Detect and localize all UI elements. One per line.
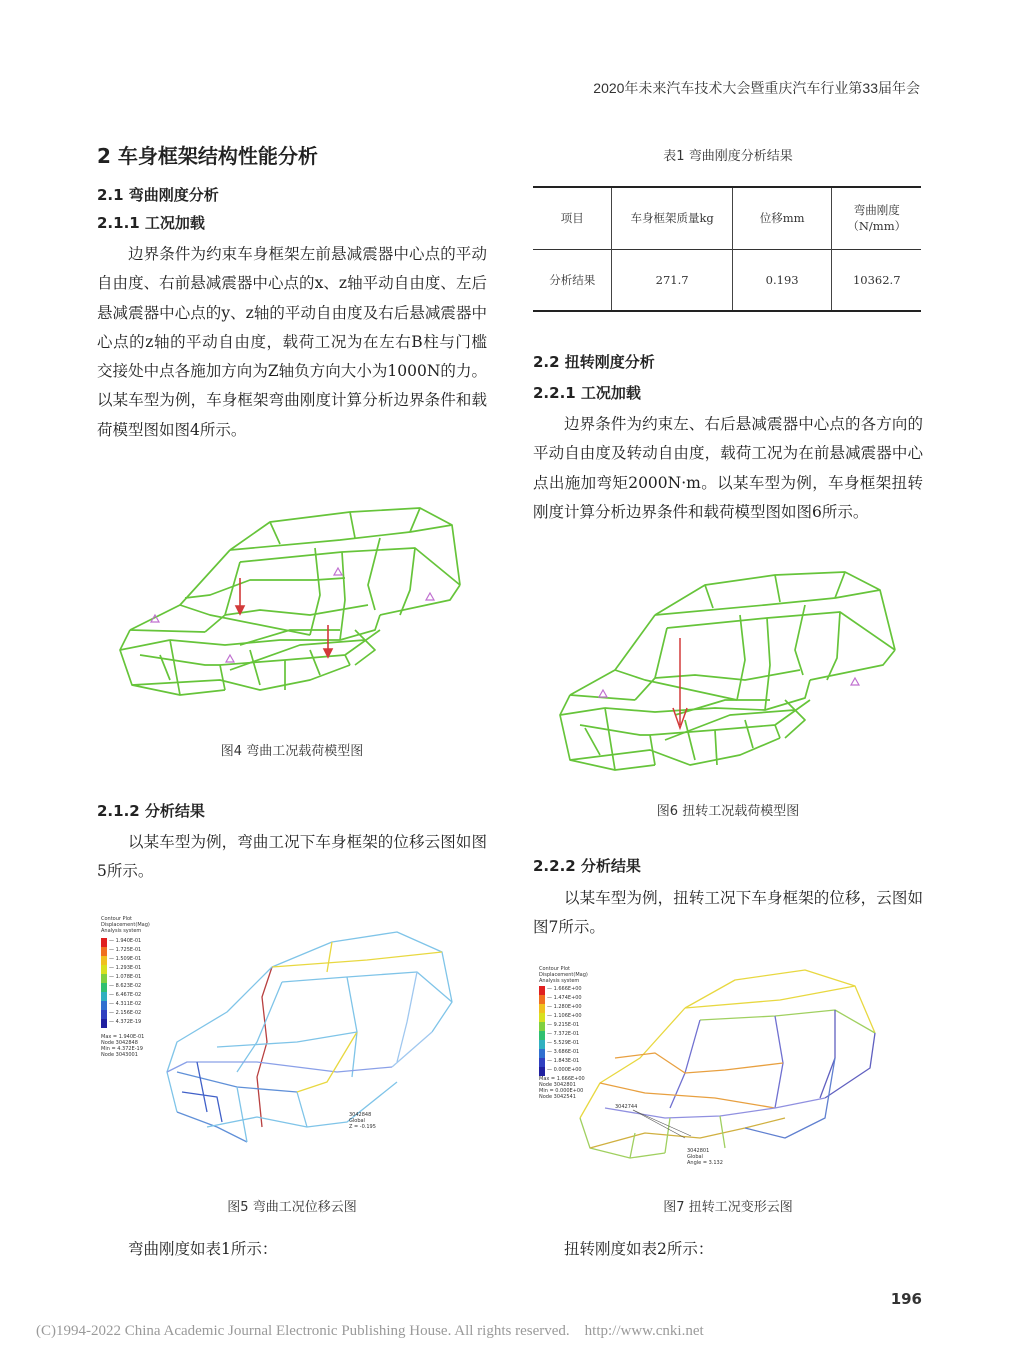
legend-value: — 3.686E-01 [547, 1049, 580, 1055]
heading-2-1-2: 2.1.2 分析结果 [97, 802, 205, 820]
legend-swatch [101, 1019, 107, 1028]
legend-value: — 1.725E-01 [109, 947, 142, 953]
legend-swatch [101, 947, 107, 956]
legend-stat: Node 3042801 [539, 1082, 576, 1088]
legend-line: Analysis system [539, 978, 580, 984]
table-cell: 271.7 [612, 249, 732, 311]
figure-7-caption: 图7 扭转工况变形云图 [663, 1200, 793, 1215]
table-1-title: 表1 弯曲刚度分析结果 [663, 149, 793, 164]
legend-stat: Min = 0.000E+00 [539, 1088, 584, 1094]
legend-swatch [101, 974, 107, 983]
annotation-line: 3042801 [687, 1148, 710, 1154]
paragraph-bending-boundary: 边界条件为约束车身框架左前悬减震器中心点的平动自由度、右前悬减震器中心点的x、z轴平动自由度、左后悬减震器中心点的y、z轴的平动自由度及右后悬减震器中心点的z轴的平动自由度，载荷工况为在左右B柱与门槛交接处中点各施加方向为Z轴负方向大小为1000N的力。以某车型为例，车身框架弯曲刚度计算分析边界条件和载荷模型图如图4所示。 [97, 245, 487, 439]
legend-stat: Max = 1.940E-01 [101, 1034, 145, 1040]
table-cell: 10362.7 [852, 272, 901, 287]
legend-line: Contour Plot [539, 966, 570, 972]
legend-line: Displacement(Mag) [101, 922, 150, 928]
annotation-line: Global [349, 1118, 365, 1124]
table-header-cell: 位移mm [732, 187, 832, 249]
legend-value: — 1.078E-01 [109, 974, 142, 980]
legend-value: — 1.280E+00 [547, 1004, 582, 1010]
legend-value: — 8.623E-02 [109, 983, 142, 989]
legend-value: — 1.293E-01 [109, 965, 142, 971]
paragraph-torsion-boundary: 边界条件为约束左、右后悬减震器中心点的各方向的平动自由度及转动自由度，载荷工况为在前悬减震器中心点出施加弯矩2000N·m。以某车型为例，车身框架扭转刚度计算分析边界条件和载荷模型图如图6所示。 [533, 415, 923, 521]
page-number: 196 [890, 1290, 922, 1308]
legend-value: — 6.467E-02 [109, 992, 142, 998]
annotation-fig7 [687, 1148, 723, 1166]
legend-swatch [101, 965, 107, 974]
legend-line: Displacement(Mag) [539, 972, 588, 978]
paragraph-torsion-result: 以某车型为例，扭转工况下车身框架的位移，云图如图7所示。 [533, 889, 923, 937]
legend-value: — 9.215E-01 [547, 1022, 580, 1028]
legend-value: — 1.940E-01 [109, 938, 142, 944]
legend-value: — 1.843E-01 [547, 1058, 580, 1064]
legend-swatch [539, 1022, 545, 1031]
paragraph-bending-result: 以某车型为例，弯曲工况下车身框架的位移云图如图5所示。 [97, 833, 487, 881]
figure-6-caption: 图6 扭转工况载荷模型图 [656, 804, 800, 819]
legend-stat: Max = 1.666E+00 [539, 1076, 585, 1082]
legend-value: — 2.156E-02 [109, 1010, 142, 1016]
legend-line: Contour Plot [101, 916, 132, 922]
figure-5-caption: 图5 弯曲工况位移云图 [227, 1200, 357, 1215]
annotation-line: 3042744 [615, 1104, 638, 1110]
legend-stat: Node 3042848 [101, 1040, 138, 1046]
legend-value: — 1.474E+00 [547, 995, 582, 1001]
legend-swatch [539, 986, 545, 995]
legend-value: — 5.529E-01 [547, 1040, 580, 1046]
legend-value: — 0.000E+00 [547, 1067, 582, 1073]
table-header-cell: 弯曲刚度（N/mm） [847, 203, 907, 234]
figure-6-torsion-load-model [555, 560, 910, 795]
figure-5-bending-displacement-contour [97, 912, 482, 1187]
legend-swatch [539, 1058, 545, 1067]
paragraph-table2-ref: 扭转刚度如表2所示： [564, 1240, 714, 1258]
legend-line: Analysis system [101, 928, 142, 934]
heading-2-2-2: 2.2.2 分析结果 [533, 857, 641, 875]
legend-swatch [539, 1049, 545, 1058]
table-1 [533, 186, 921, 312]
legend-swatch [101, 983, 107, 992]
legend-swatch [539, 995, 545, 1004]
legend-stat: Node 3042541 [539, 1094, 576, 1100]
heading-2-1: 2.1 弯曲刚度分析 [97, 186, 219, 204]
legend-swatch [101, 938, 107, 947]
table-cell: 0.193 [732, 249, 832, 311]
annotation-line: Global [687, 1154, 703, 1160]
figure-4-caption: 图4 弯曲工况载荷模型图 [220, 744, 364, 759]
running-header: 2020年未来汽车技术大会暨重庆汽车行业第33届年会 [593, 80, 920, 96]
legend-swatch [101, 992, 107, 1001]
legend-swatch [539, 1004, 545, 1013]
legend-value: — 7.372E-01 [547, 1031, 580, 1037]
table-header-cell: 项目 [533, 187, 612, 249]
legend-value: — 1.509E-01 [109, 956, 142, 962]
legend-value: — 1.666E+00 [547, 986, 582, 992]
legend-value: — 4.372E-19 [109, 1019, 142, 1025]
figure-4-bending-load-model [110, 490, 480, 725]
legend-swatch [539, 1040, 545, 1049]
legend-stat: Node 3043001 [101, 1052, 138, 1058]
paragraph-table1-ref: 弯曲刚度如表1所示： [128, 1240, 278, 1258]
legend-stat: Min = 4.372E-19 [101, 1046, 143, 1052]
legend-value: — 4.311E-02 [109, 1001, 142, 1007]
legend-fig5 [101, 916, 150, 1058]
heading-2-2: 2.2 扭转刚度分析 [533, 353, 655, 371]
legend-swatch [101, 1001, 107, 1010]
legend-fig7 [539, 966, 588, 1100]
legend-swatch [101, 956, 107, 965]
heading-2-1-1: 2.1.1 工况加载 [97, 214, 205, 232]
annotation-fig5 [349, 1112, 376, 1130]
table-cell: 分析结果 [533, 249, 612, 311]
legend-swatch [539, 1013, 545, 1022]
legend-swatch [101, 1010, 107, 1019]
figure-7-torsion-deformation-contour [535, 958, 923, 1188]
annotation-line: Z = -0.195 [349, 1124, 376, 1130]
legend-swatch [539, 1067, 545, 1076]
copyright-footer: (C)1994-2022 China Academic Journal Electronic Publishing House. All rights reserved. http://www.cnki.net [36, 1323, 704, 1339]
table-header-cell: 车身框架质量kg [612, 187, 732, 249]
annotation-line: 3042848 [349, 1112, 372, 1118]
annotation-line: Angle = 3.132 [687, 1160, 723, 1166]
legend-value: — 1.106E+00 [547, 1013, 582, 1019]
heading-2-2-1: 2.2.1 工况加载 [533, 384, 641, 402]
section-title: 2 车身框架结构性能分析 [97, 144, 318, 168]
legend-swatch [539, 1031, 545, 1040]
